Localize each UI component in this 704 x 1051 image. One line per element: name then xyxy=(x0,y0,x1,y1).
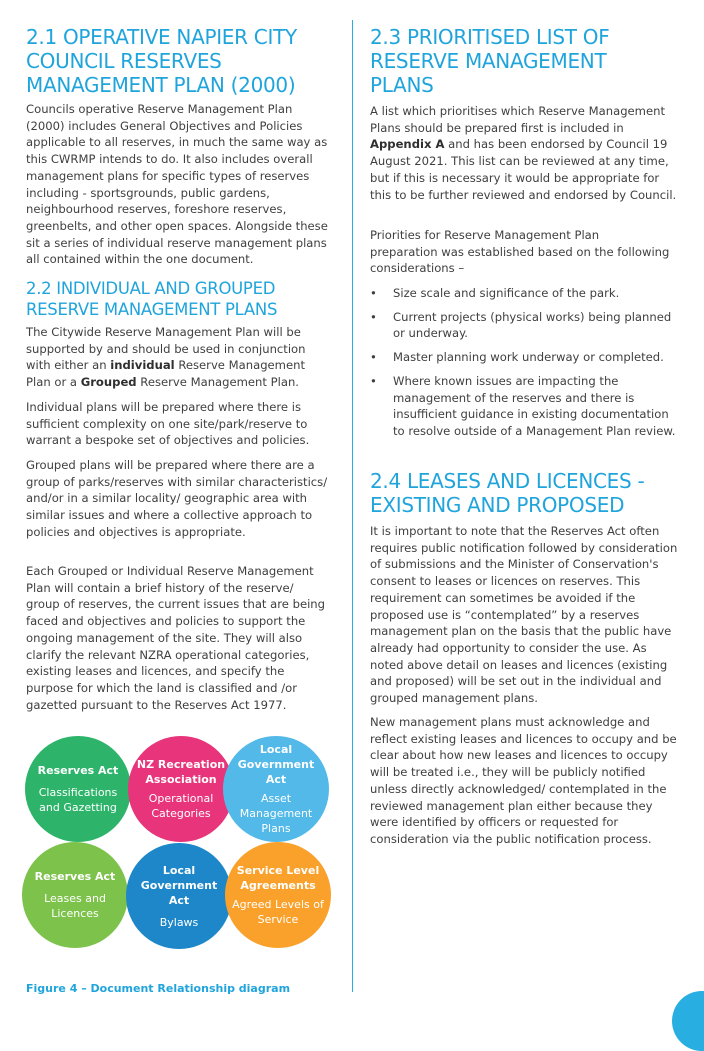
bullet-marker: • xyxy=(370,373,377,388)
section-2-2-paragraph-3: Grouped plans will be prepared where there are a group of parks/reserves with similar characteristics/ and/or in a similar locality/ geographic area with similar issues and where a collective approach to policies and objectives is appropriate. xyxy=(26,458,328,539)
circle-subtitle: Asset Management Plans xyxy=(239,792,313,835)
circle-title: Local Government Act xyxy=(140,863,218,907)
document-relationship-diagram xyxy=(22,736,330,964)
section-2-3-paragraph-2: Priorities for Reserve Management Plan preparation was established based on the following considerations – xyxy=(370,228,670,276)
circle-title: Reserves Act xyxy=(34,870,116,883)
section-2-3-paragraph-1: A list which prioritises which Reserve Management Plans should be prepared first is included in Appendix A and has been endorsed by Council 19 August 2021. This list can be reviewed at any time, but if this is necessary it would be appropriate for this to be further reviewed and endorsed by Council. xyxy=(370,104,677,202)
circle-title: NZ Recreation Association xyxy=(136,758,226,786)
diagram-circle-service-level-agreements xyxy=(225,842,331,948)
page-corner-decoration xyxy=(672,991,704,1051)
circle-title: Local Government Act xyxy=(237,743,315,786)
bullet-marker: • xyxy=(370,350,377,365)
circle-subtitle: Agreed Levels of Service xyxy=(232,898,324,926)
list-item: • Master planning work underway or completed. xyxy=(370,350,664,365)
column-divider xyxy=(352,20,353,992)
section-2-4-heading: 2.4 LEASES AND LICENCES - EXISTING AND PROPOSED xyxy=(370,469,645,517)
diagram-circle-local-government-act-asset xyxy=(223,736,329,842)
section-2-2-paragraph-2: Individual plans will be prepared where there is sufficient complexity on one site/park/reserve to warrant a bespoke set of objectives and policies. xyxy=(26,400,310,448)
circle-title: Reserves Act xyxy=(37,764,119,777)
bullet-marker: • xyxy=(370,286,377,300)
section-2-2-paragraph-4: Each Grouped or Individual Reserve Management Plan will contain a brief history of the reserve/ group of reserves, the current issues that are being faced and objectives and policies to support the ongoing management of the site. They will also clarify the relevant NZRA operational categories, existing leases and licences, and specify the purpose for which the land is classified and /or gazetted pursuant to the Reserves Act 1977. xyxy=(26,564,326,712)
circle-title: Service Level Agreements xyxy=(236,864,320,892)
section-2-4-paragraph-2: New management plans must acknowledge and reflect existing leases and licences to occupy and be clear about how new leases and licences to occupy will be treated i.e., they will be publicly notified unless directly acknowledged/ contemplated in the reviewed management plan either because they were identified by officers or requested for consideration via the public notification process. xyxy=(370,715,677,846)
section-2-1-heading: 2.1 OPERATIVE NAPIER CITY COUNCIL RESERVES MANAGEMENT PLAN (2000) xyxy=(26,25,297,97)
section-2-2-heading: 2.2 INDIVIDUAL AND GROUPED RESERVE MANAGEMENT PLANS xyxy=(26,279,278,319)
bullet-marker: • xyxy=(370,309,377,324)
list-item: • Size scale and significance of the park. xyxy=(370,286,620,300)
diagram-circle-reserves-act-classifications xyxy=(25,736,131,842)
diagram-circle-reserves-act-leases xyxy=(22,842,128,948)
list-item: • Current projects (physical works) being planned or underway. xyxy=(370,309,672,341)
considerations-list xyxy=(370,285,682,440)
section-2-3-heading: 2.3 PRIORITISED LIST OF RESERVE MANAGEMENT PLANS xyxy=(370,25,610,97)
section-2-4-paragraph-1: It is important to note that the Reserves Act often requires public notification followed by consideration of submissions and the Minister of Conservation's consent to leases or licences on reserves. This requirement can sometimes be avoided if the proposed use is “contemplated” by a reserves management plan on the basis that the public have already had opportunity to consider the use. As noted above detail on leases and licences (existing and proposed) will be set out in the individual and grouped management plans. xyxy=(370,524,678,706)
diagram-circle-local-government-act-bylaws xyxy=(126,843,232,949)
figure-caption: Figure 4 – Document Relationship diagram xyxy=(26,982,291,995)
circle-subtitle: Operational Categories xyxy=(148,792,214,820)
circle-subtitle: Leases and Licences xyxy=(44,892,106,920)
list-item: • Where known issues are impacting the management of the reserves and there is insufficient guidance in existing documentation to resolve outside of a Management Plan review. xyxy=(370,373,676,438)
circle-subtitle: Classifications and Gazetting xyxy=(38,786,118,814)
circle-subtitle: Bylaws xyxy=(159,915,199,929)
section-2-1-paragraph: Councils operative Reserve Management Plan (2000) includes General Objectives and Policies applicable to all reserves, in much the same way as this CWRMP intends to do. It also includes overall management plans for specific types of reserves including - sportsgrounds, public gardens, neighbourhood reserves, foreshore reserves, greenbelts, and other open spaces. Alongside these sit a series of individual reserve management plans all contained within the one document. xyxy=(26,102,328,267)
section-2-2-paragraph-1: The Citywide Reserve Management Plan will be supported by and should be used in conjunction with either an individual Reserve Management Plan or a Grouped Reserve Management Plan. xyxy=(26,325,306,390)
diagram-circle-nz-recreation-association xyxy=(128,736,234,842)
